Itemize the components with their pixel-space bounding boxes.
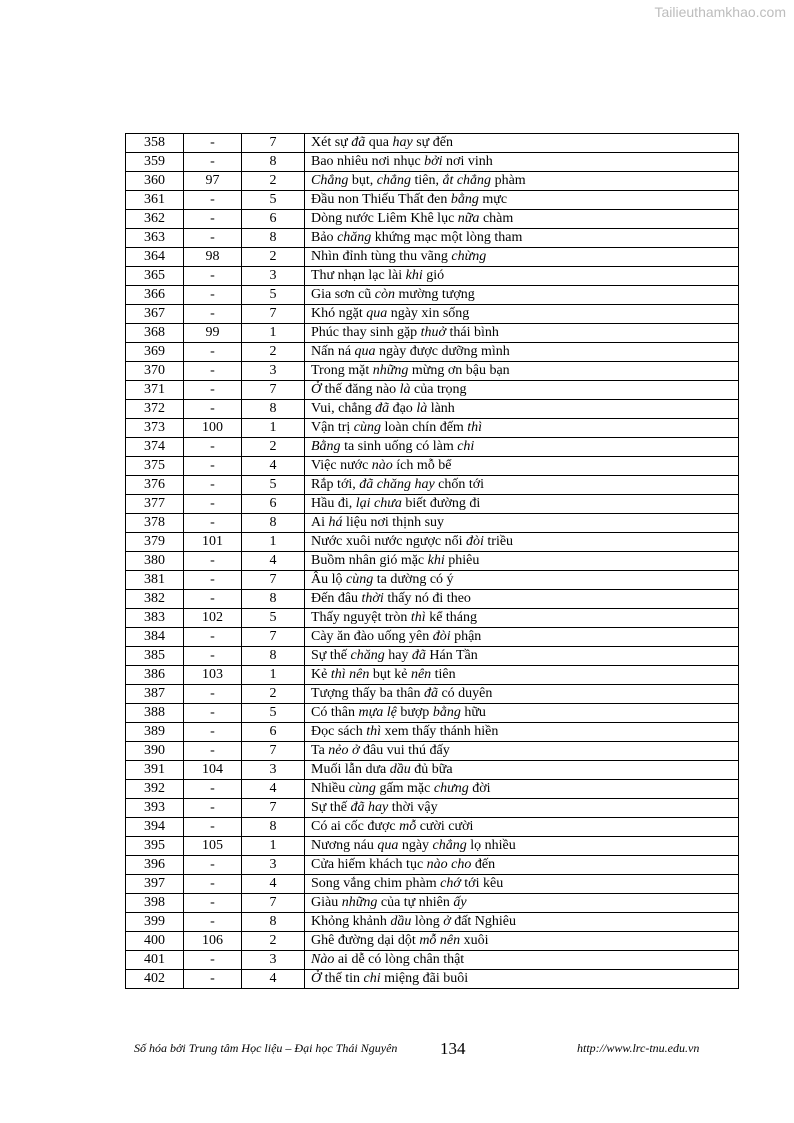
line-number: 8	[242, 514, 305, 533]
verse-text: Muối lẫn dưa dầu đủ bữa	[305, 761, 739, 780]
poem-number: -	[184, 495, 242, 514]
poem-number: -	[184, 457, 242, 476]
verse-text: Sự thế chăng hay đã Hán Tần	[305, 647, 739, 666]
verse-text: Kẻ thì nên bụt kẻ nên tiên	[305, 666, 739, 685]
poem-number: -	[184, 723, 242, 742]
row-index: 400	[126, 932, 184, 951]
line-number: 7	[242, 799, 305, 818]
table-row	[126, 704, 739, 723]
verse-text: Hầu đi, lại chưa biết đường đi	[305, 495, 739, 514]
table-row	[126, 894, 739, 913]
row-index: 378	[126, 514, 184, 533]
line-number: 3	[242, 856, 305, 875]
line-number: 2	[242, 685, 305, 704]
table-row	[126, 837, 739, 856]
poem-number: -	[184, 381, 242, 400]
table-row	[126, 476, 739, 495]
line-number: 6	[242, 723, 305, 742]
row-index: 362	[126, 210, 184, 229]
row-index: 359	[126, 153, 184, 172]
table-row	[126, 647, 739, 666]
verse-text: Việc nước nào ích mỗ bể	[305, 457, 739, 476]
poem-number: -	[184, 476, 242, 495]
table-row	[126, 932, 739, 951]
row-index: 397	[126, 875, 184, 894]
row-index: 382	[126, 590, 184, 609]
row-index: 393	[126, 799, 184, 818]
poem-number: 105	[184, 837, 242, 856]
verse-text: Nhìn đỉnh tùng thu vãng chừng	[305, 248, 739, 267]
table-row	[126, 267, 739, 286]
verse-text: Sự thế đã hay thời vậy	[305, 799, 739, 818]
poem-number: -	[184, 210, 242, 229]
table-row	[126, 856, 739, 875]
table-row	[126, 362, 739, 381]
row-index: 375	[126, 457, 184, 476]
row-index: 358	[126, 134, 184, 153]
poem-number: 102	[184, 609, 242, 628]
verse-table	[125, 133, 739, 989]
line-number: 3	[242, 951, 305, 970]
table-row	[126, 191, 739, 210]
line-number: 5	[242, 704, 305, 723]
poem-number: -	[184, 970, 242, 989]
poem-number: -	[184, 286, 242, 305]
verse-table-body	[126, 134, 739, 989]
verse-text: Rắp tới, đã chăng hay chốn tới	[305, 476, 739, 495]
poem-number: -	[184, 856, 242, 875]
verse-text: Cửa hiếm khách tục nào cho đến	[305, 856, 739, 875]
poem-number: -	[184, 951, 242, 970]
verse-text: Đọc sách thì xem thấy thánh hiền	[305, 723, 739, 742]
table-row	[126, 723, 739, 742]
verse-text: Cày ăn đào uống yên đòi phận	[305, 628, 739, 647]
verse-text: Nương náu qua ngày chẳng lọ nhiều	[305, 837, 739, 856]
row-index: 363	[126, 229, 184, 248]
poem-number: -	[184, 267, 242, 286]
poem-number: 101	[184, 533, 242, 552]
page-number: 134	[440, 1039, 466, 1058]
verse-text: Ta nẻo ở đâu vui thú đấy	[305, 742, 739, 761]
poem-number: 104	[184, 761, 242, 780]
poem-number: -	[184, 780, 242, 799]
row-index: 388	[126, 704, 184, 723]
line-number: 7	[242, 628, 305, 647]
table-row	[126, 742, 739, 761]
line-number: 8	[242, 153, 305, 172]
row-index: 386	[126, 666, 184, 685]
table-row	[126, 951, 739, 970]
verse-text: Vận trị cùng loàn chín đếm thì	[305, 419, 739, 438]
line-number: 8	[242, 400, 305, 419]
table-row	[126, 495, 739, 514]
table-row	[126, 210, 739, 229]
row-index: 369	[126, 343, 184, 362]
poem-number: -	[184, 799, 242, 818]
verse-text: Nước xuôi nước ngược nổi đòi triều	[305, 533, 739, 552]
verse-text: Giàu những của tự nhiên ấy	[305, 894, 739, 913]
verse-text: Buồm nhân gió mặc khi phiêu	[305, 552, 739, 571]
poem-number: 99	[184, 324, 242, 343]
table-row	[126, 552, 739, 571]
line-number: 5	[242, 286, 305, 305]
row-index: 372	[126, 400, 184, 419]
poem-number: 98	[184, 248, 242, 267]
row-index: 387	[126, 685, 184, 704]
verse-text: Gia sơn cũ còn mường tượng	[305, 286, 739, 305]
verse-text: Ghê đường dại dột mỗ nên xuôi	[305, 932, 739, 951]
table-row	[126, 609, 739, 628]
line-number: 5	[242, 191, 305, 210]
row-index: 390	[126, 742, 184, 761]
table-row	[126, 172, 739, 191]
table-row	[126, 761, 739, 780]
verse-text: Bằng ta sinh uống có làm chi	[305, 438, 739, 457]
row-index: 377	[126, 495, 184, 514]
line-number: 7	[242, 305, 305, 324]
poem-number: -	[184, 514, 242, 533]
line-number: 8	[242, 229, 305, 248]
verse-text: Ở thế đăng nào là của trọng	[305, 381, 739, 400]
table-row	[126, 419, 739, 438]
table-row	[126, 514, 739, 533]
line-number: 3	[242, 761, 305, 780]
row-index: 373	[126, 419, 184, 438]
row-index: 381	[126, 571, 184, 590]
table-row	[126, 134, 739, 153]
verse-text: Bao nhiêu nơi nhục bởi nơi vinh	[305, 153, 739, 172]
row-index: 368	[126, 324, 184, 343]
row-index: 364	[126, 248, 184, 267]
row-index: 398	[126, 894, 184, 913]
poem-number: -	[184, 818, 242, 837]
verse-text: Âu lộ cùng ta dường có ý	[305, 571, 739, 590]
row-index: 379	[126, 533, 184, 552]
verse-text: Thư nhạn lạc lài khi gió	[305, 267, 739, 286]
row-index: 367	[126, 305, 184, 324]
poem-number: -	[184, 875, 242, 894]
line-number: 2	[242, 343, 305, 362]
poem-number: -	[184, 685, 242, 704]
watermark-text: Tailieuthamkhao.com	[654, 4, 786, 20]
table-row	[126, 685, 739, 704]
poem-number: 97	[184, 172, 242, 191]
row-index: 365	[126, 267, 184, 286]
row-index: 385	[126, 647, 184, 666]
row-index: 374	[126, 438, 184, 457]
verse-text: Trong mặt những mừng ơn bậu bạn	[305, 362, 739, 381]
poem-number: -	[184, 305, 242, 324]
table-row	[126, 666, 739, 685]
row-index: 384	[126, 628, 184, 647]
table-row	[126, 799, 739, 818]
verse-text: Nào ai dễ có lòng chân thật	[305, 951, 739, 970]
table-row	[126, 628, 739, 647]
poem-number: 103	[184, 666, 242, 685]
row-index: 402	[126, 970, 184, 989]
poem-number: -	[184, 704, 242, 723]
line-number: 4	[242, 970, 305, 989]
table-row	[126, 875, 739, 894]
verse-text: Ở thế tin chi miệng đãi buôi	[305, 970, 739, 989]
row-index: 376	[126, 476, 184, 495]
table-row	[126, 970, 739, 989]
table-row	[126, 153, 739, 172]
line-number: 1	[242, 666, 305, 685]
table-row	[126, 324, 739, 343]
line-number: 4	[242, 875, 305, 894]
poem-number: -	[184, 590, 242, 609]
line-number: 8	[242, 913, 305, 932]
row-index: 370	[126, 362, 184, 381]
row-index: 371	[126, 381, 184, 400]
footer-source: Số hóa bởi Trung tâm Học liệu – Đại học Thái Nguyên	[134, 1041, 398, 1055]
verse-text: Đến đâu thời thấy nó đi theo	[305, 590, 739, 609]
line-number: 7	[242, 134, 305, 153]
poem-number: -	[184, 191, 242, 210]
verse-text: Nhiều cùng gấm mặc chưng đời	[305, 780, 739, 799]
line-number: 7	[242, 894, 305, 913]
line-number: 8	[242, 818, 305, 837]
poem-number: -	[184, 400, 242, 419]
line-number: 6	[242, 495, 305, 514]
verse-text: Có thân mựa lệ bượp bằng hữu	[305, 704, 739, 723]
row-index: 395	[126, 837, 184, 856]
line-number: 3	[242, 362, 305, 381]
verse-text: Ai há liệu nơi thịnh suy	[305, 514, 739, 533]
poem-number: -	[184, 343, 242, 362]
poem-number: -	[184, 628, 242, 647]
verse-text: Tượng thấy ba thân đã có duyên	[305, 685, 739, 704]
footer-url[interactable]: http://www.lrc-tnu.edu.vn	[577, 1041, 700, 1055]
table-row	[126, 571, 739, 590]
table-row	[126, 457, 739, 476]
line-number: 4	[242, 552, 305, 571]
verse-text: Xét sự đã qua hay sự đến	[305, 134, 739, 153]
table-row	[126, 818, 739, 837]
line-number: 1	[242, 533, 305, 552]
poem-number: -	[184, 362, 242, 381]
line-number: 8	[242, 647, 305, 666]
verse-text: Có ai cốc được mỗ cười cười	[305, 818, 739, 837]
line-number: 5	[242, 609, 305, 628]
poem-number: -	[184, 438, 242, 457]
row-index: 396	[126, 856, 184, 875]
table-row	[126, 343, 739, 362]
line-number: 2	[242, 172, 305, 191]
poem-number: -	[184, 153, 242, 172]
line-number: 2	[242, 932, 305, 951]
line-number: 8	[242, 590, 305, 609]
line-number: 7	[242, 571, 305, 590]
table-row	[126, 286, 739, 305]
verse-text: Song vắng chim phàm chớ tới kêu	[305, 875, 739, 894]
line-number: 1	[242, 419, 305, 438]
table-row	[126, 590, 739, 609]
line-number: 3	[242, 267, 305, 286]
table-row	[126, 381, 739, 400]
line-number: 7	[242, 742, 305, 761]
row-index: 361	[126, 191, 184, 210]
row-index: 394	[126, 818, 184, 837]
table-row	[126, 229, 739, 248]
table-row	[126, 248, 739, 267]
row-index: 389	[126, 723, 184, 742]
table-row	[126, 438, 739, 457]
row-index: 360	[126, 172, 184, 191]
poem-number: -	[184, 552, 242, 571]
table-row	[126, 913, 739, 932]
verse-text: Thấy nguyệt tròn thì kể tháng	[305, 609, 739, 628]
row-index: 366	[126, 286, 184, 305]
verse-text: Nấn ná qua ngày được dưỡng mình	[305, 343, 739, 362]
verse-text: Vui, chẳng đã đạo là lành	[305, 400, 739, 419]
table-row	[126, 400, 739, 419]
poem-number: -	[184, 894, 242, 913]
line-number: 2	[242, 248, 305, 267]
table-row	[126, 780, 739, 799]
row-index: 383	[126, 609, 184, 628]
verse-text: Khỏng khảnh dầu lòng ở đất Nghiêu	[305, 913, 739, 932]
poem-number: 106	[184, 932, 242, 951]
poem-number: -	[184, 229, 242, 248]
verse-text: Khó ngặt qua ngày xin sống	[305, 305, 739, 324]
verse-text: Chẳng bụt, chẳng tiên, ắt chẳng phàm	[305, 172, 739, 191]
verse-text: Dòng nước Liêm Khê lục nữa chàm	[305, 210, 739, 229]
table-row	[126, 533, 739, 552]
poem-number: -	[184, 647, 242, 666]
line-number: 1	[242, 837, 305, 856]
line-number: 4	[242, 457, 305, 476]
line-number: 2	[242, 438, 305, 457]
poem-number: -	[184, 913, 242, 932]
row-index: 399	[126, 913, 184, 932]
line-number: 4	[242, 780, 305, 799]
verse-text: Đầu non Thiếu Thất đen bằng mực	[305, 191, 739, 210]
poem-number: -	[184, 134, 242, 153]
line-number: 5	[242, 476, 305, 495]
table-row	[126, 305, 739, 324]
poem-number: 100	[184, 419, 242, 438]
poem-number: -	[184, 571, 242, 590]
row-index: 392	[126, 780, 184, 799]
row-index: 391	[126, 761, 184, 780]
verse-text: Bảo chăng khứng mạc một lòng tham	[305, 229, 739, 248]
row-index: 380	[126, 552, 184, 571]
row-index: 401	[126, 951, 184, 970]
line-number: 7	[242, 381, 305, 400]
line-number: 1	[242, 324, 305, 343]
line-number: 6	[242, 210, 305, 229]
verse-text: Phúc thay sinh gặp thuở thái bình	[305, 324, 739, 343]
poem-number: -	[184, 742, 242, 761]
